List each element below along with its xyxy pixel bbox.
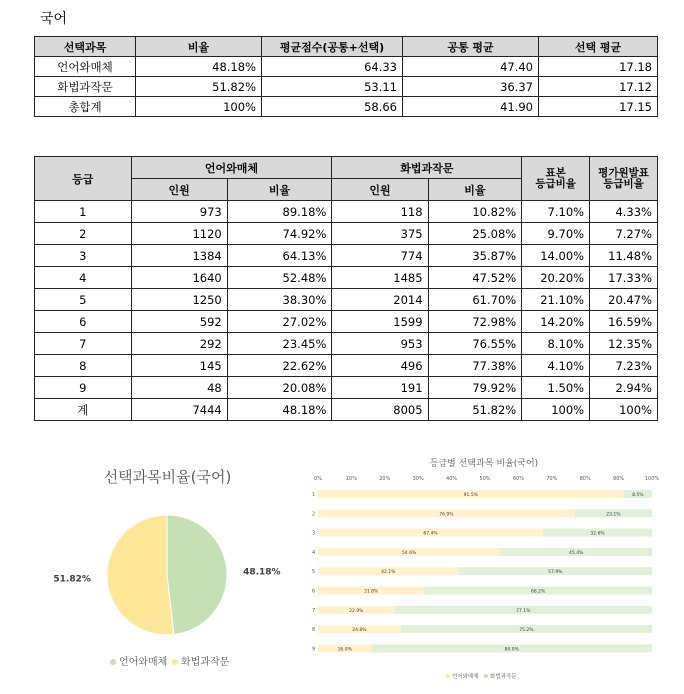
table-cell: 1599: [332, 311, 428, 333]
sub-header: 비율: [428, 179, 522, 201]
x-tick-label: 50%: [479, 476, 491, 482]
table-cell: 145: [131, 355, 227, 377]
table-cell: 17.33%: [590, 267, 658, 289]
subject-summary-table: [34, 36, 658, 117]
group-header-2: 화법과작문: [332, 157, 522, 179]
sub-header: 인원: [332, 179, 428, 201]
bar-data-label: 91.5%: [463, 493, 478, 498]
legend-label: 언어와매체: [452, 674, 479, 680]
legend-label: 화법과작문: [181, 657, 230, 668]
table-cell: 10.82%: [428, 201, 522, 223]
page-title: 국어: [40, 11, 68, 27]
x-tick-label: 40%: [446, 476, 458, 482]
bar-data-label: 16.0%: [337, 647, 352, 653]
y-category-label: 3: [312, 530, 316, 537]
table-cell: 9.70%: [522, 223, 590, 245]
table-cell: 9: [35, 377, 132, 399]
bar-chart-container: [308, 450, 660, 686]
bar-data-label: 23.1%: [606, 512, 621, 518]
grade-header: 등급: [35, 157, 132, 201]
table-cell: 17.12: [539, 77, 658, 97]
x-tick-label: 30%: [412, 476, 424, 482]
table-cell: 7.23%: [590, 355, 658, 377]
table-cell: 47.52%: [428, 267, 522, 289]
table-cell: 1250: [131, 289, 227, 311]
table-cell: 61.70%: [428, 289, 522, 311]
pie-value-label: 51.82%: [53, 574, 91, 585]
table-cell: 41.90: [403, 97, 539, 117]
legend-label: 언어와매체: [119, 657, 168, 668]
table-cell: 36.37: [403, 77, 539, 97]
table-cell: 1485: [332, 267, 428, 289]
x-tick-label: 100%: [644, 476, 660, 482]
table-cell: 언어와매체: [35, 57, 136, 77]
table-cell: 12.35%: [590, 333, 658, 355]
table-row: [35, 245, 658, 267]
table-cell: 2014: [332, 289, 428, 311]
bar-data-label: 22.9%: [349, 608, 364, 614]
table-cell: 6: [35, 311, 132, 333]
legend-marker: [110, 659, 116, 665]
y-category-label: 9: [312, 646, 316, 653]
table-cell: 27.02%: [227, 311, 332, 333]
bar-data-label: 42.1%: [381, 570, 396, 576]
table-cell: 20.47%: [590, 289, 658, 311]
table-cell: 17.18: [539, 57, 658, 77]
table-cell: 52.48%: [227, 267, 332, 289]
table-cell: 375: [332, 223, 428, 245]
bar-data-label: 76.9%: [439, 512, 454, 518]
x-tick-label: 60%: [512, 476, 524, 482]
bar-data-label: 45.4%: [569, 550, 584, 556]
table-cell: 7.10%: [522, 201, 590, 223]
table-cell: 1.50%: [522, 377, 590, 399]
table-cell: 8.10%: [522, 333, 590, 355]
table-cell: 23.45%: [227, 333, 332, 355]
table-row: [35, 57, 658, 77]
header-cell: 평균점수(공통+선택): [262, 37, 403, 57]
table-cell: 191: [332, 377, 428, 399]
table-row: [35, 223, 658, 245]
table-cell: 1120: [131, 223, 227, 245]
table-cell: 72.98%: [428, 311, 522, 333]
x-tick-label: 70%: [546, 476, 558, 482]
legend-marker: [446, 674, 450, 678]
table-cell: 74.92%: [227, 223, 332, 245]
table-cell: 21.10%: [522, 289, 590, 311]
y-category-label: 6: [312, 588, 316, 595]
table-cell: 118: [332, 201, 428, 223]
table-row: [35, 77, 658, 97]
table-cell: 292: [131, 333, 227, 355]
legend-marker: [484, 674, 488, 678]
bar-data-label: 8.5%: [632, 493, 644, 498]
table-cell: 1384: [131, 245, 227, 267]
table-cell: 100%: [136, 97, 262, 117]
table-cell: 14.20%: [522, 311, 590, 333]
table-cell: 화법과작문: [35, 77, 136, 97]
table-cell: 774: [332, 245, 428, 267]
table-cell: 계: [35, 399, 132, 421]
table-cell: 496: [332, 355, 428, 377]
y-category-label: 5: [312, 569, 316, 576]
table-cell: 7444: [131, 399, 227, 421]
header-cell: 선택과목: [35, 37, 136, 57]
table-cell: 89.18%: [227, 201, 332, 223]
table-row: [35, 311, 658, 333]
table-cell: 25.08%: [428, 223, 522, 245]
table-cell: 4.10%: [522, 355, 590, 377]
table-row: [35, 289, 658, 311]
table-cell: 79.92%: [428, 377, 522, 399]
table-cell: 973: [131, 201, 227, 223]
table-cell: 48: [131, 377, 227, 399]
pie-value-label: 48.18%: [243, 567, 281, 578]
table-cell: 51.82%: [428, 399, 522, 421]
table-row: [35, 377, 658, 399]
table-cell: 592: [131, 311, 227, 333]
pie-chart-title: 선택과목비율(국어): [103, 468, 232, 486]
table-cell: 51.82%: [136, 77, 262, 97]
table-row: [35, 399, 658, 421]
header-cell: 공통 평균: [403, 37, 539, 57]
group-header-1: 언어와매체: [131, 157, 332, 179]
table-cell: 22.62%: [227, 355, 332, 377]
y-category-label: 4: [312, 549, 316, 556]
table-cell: 4.33%: [590, 201, 658, 223]
official-ratio-header: 평가원발표 등급비율: [590, 157, 658, 201]
table-cell: 3: [35, 245, 132, 267]
pie-slice: [167, 515, 227, 635]
legend-marker: [172, 659, 178, 665]
bar-data-label: 67.4%: [423, 531, 438, 537]
table-cell: 17.15: [539, 97, 658, 117]
bar-data-label: 24.8%: [352, 628, 367, 634]
table-cell: 38.30%: [227, 289, 332, 311]
x-tick-label: 90%: [613, 476, 625, 482]
bar-data-label: 57.9%: [548, 570, 563, 576]
table-cell: 4: [35, 267, 132, 289]
table-header-row: [35, 37, 658, 57]
table-cell: 8: [35, 355, 132, 377]
bar-data-label: 54.6%: [402, 550, 417, 556]
table-header-row: [35, 157, 658, 179]
bar-data-label: 75.2%: [519, 628, 534, 634]
table-row: [35, 97, 658, 117]
header-cell: 비율: [136, 37, 262, 57]
table-cell: 77.38%: [428, 355, 522, 377]
y-category-label: 8: [312, 627, 316, 634]
table-cell: 100%: [590, 399, 658, 421]
table-cell: 8005: [332, 399, 428, 421]
bar-data-label: 32.6%: [590, 531, 605, 537]
pie-slice: [107, 515, 174, 635]
bar-chart-title: 등급별 선택과목 비율(국어): [429, 459, 539, 469]
table-cell: 2: [35, 223, 132, 245]
table-cell: 11.48%: [590, 245, 658, 267]
table-cell: 47.40: [403, 57, 539, 77]
bar-data-label: 31.8%: [363, 589, 379, 595]
pie-chart: [40, 490, 300, 690]
table-cell: 7.27%: [590, 223, 658, 245]
table-cell: 총합계: [35, 97, 136, 117]
table-cell: 7: [35, 333, 132, 355]
table-cell: 64.13%: [227, 245, 332, 267]
table-row: [35, 201, 658, 223]
sub-header: 인원: [131, 179, 227, 201]
table-cell: 53.11: [262, 77, 403, 97]
table-cell: 58.66: [262, 97, 403, 117]
bar-data-label: 84.0%: [504, 647, 519, 653]
table-row: [35, 355, 658, 377]
table-row: [35, 267, 658, 289]
y-category-label: 7: [312, 607, 316, 614]
table-cell: 1640: [131, 267, 227, 289]
table-cell: 64.33: [262, 57, 403, 77]
table-cell: 5: [35, 289, 132, 311]
table-cell: 14.00%: [522, 245, 590, 267]
table-cell: 1: [35, 201, 132, 223]
table-cell: 16.59%: [590, 311, 658, 333]
y-category-label: 1: [312, 492, 316, 498]
sub-header: 비율: [227, 179, 332, 201]
bar-data-label: 77.1%: [516, 608, 531, 614]
legend-label: 화법과작문: [490, 674, 517, 680]
stacked-bar-chart: [308, 450, 660, 686]
x-tick-label: 80%: [579, 476, 591, 482]
sample-ratio-header: 표본 등급비율: [522, 157, 590, 201]
table-cell: 100%: [522, 399, 590, 421]
table-cell: 48.18%: [227, 399, 332, 421]
y-category-label: 2: [312, 511, 316, 518]
x-tick-label: 10%: [345, 476, 357, 482]
table-cell: 48.18%: [136, 57, 262, 77]
x-tick-label: 0%: [314, 476, 322, 482]
table-row: [35, 333, 658, 355]
table-cell: 20.20%: [522, 267, 590, 289]
table-cell: 20.08%: [227, 377, 332, 399]
table-cell: 35.87%: [428, 245, 522, 267]
x-tick-label: 20%: [379, 476, 391, 482]
header-cell: 선택 평균: [539, 37, 658, 57]
table-cell: 953: [332, 333, 428, 355]
bar-data-label: 68.2%: [530, 589, 546, 595]
table-cell: 2.94%: [590, 377, 658, 399]
table-cell: 76.55%: [428, 333, 522, 355]
grade-table: [34, 156, 658, 421]
